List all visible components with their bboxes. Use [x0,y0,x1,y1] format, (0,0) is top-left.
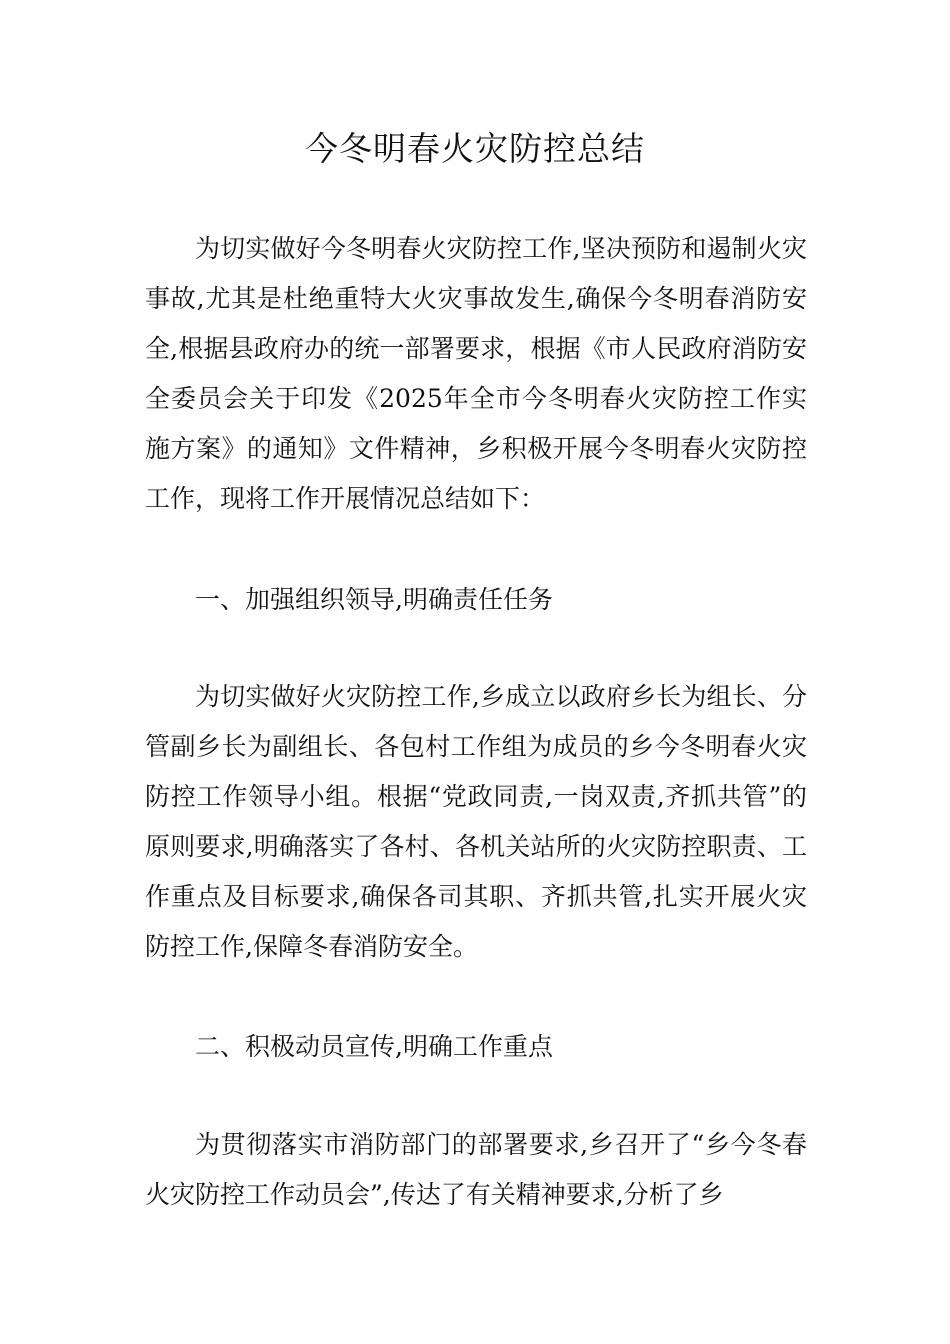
section-1-paragraph: 为切实做好火灾防控工作,乡成立以政府乡长为组长、分管副乡长为副组长、各包村工作组为成员的乡今冬明春火灾防控工作领导小组。根据“党政同责,一岗双责,齐抓共管”的原则要求,明确落实了各村、各机关站所的火灾防控职责、工作重点及目标要求,确保各司其职、齐抓共管,扎实开展火灾防控工作,保障冬春消防安全。 [145,682,807,961]
section-1-heading: 一、加强组织领导,明确责任任务 [195,585,553,614]
document-title: 今冬明春火灾防控总结 [305,129,645,168]
intro-paragraph: 为切实做好今冬明春火灾防控工作,坚决预防和遏制火灾事故,尤其是杜绝重特大火灾事故发生,确保今冬明春消防安全,根据县政府办的统一部署要求，根据《市人民政府消防安全委员会关于印发《2025年全市今冬明春火灾防控工作实施方案》的通知》文件精神，乡积极开展今冬明春火灾防控工作，现将工作开展情况总结如下： [145,234,807,513]
section-2-heading: 二、积极动员宣传,明确工作重点 [195,1032,553,1061]
section-2-paragraph: 为贯彻落实市消防部门的部署要求,乡召开了“乡今冬春火灾防控工作动员会”,传达了有关精神要求,分析了乡 [145,1130,807,1209]
